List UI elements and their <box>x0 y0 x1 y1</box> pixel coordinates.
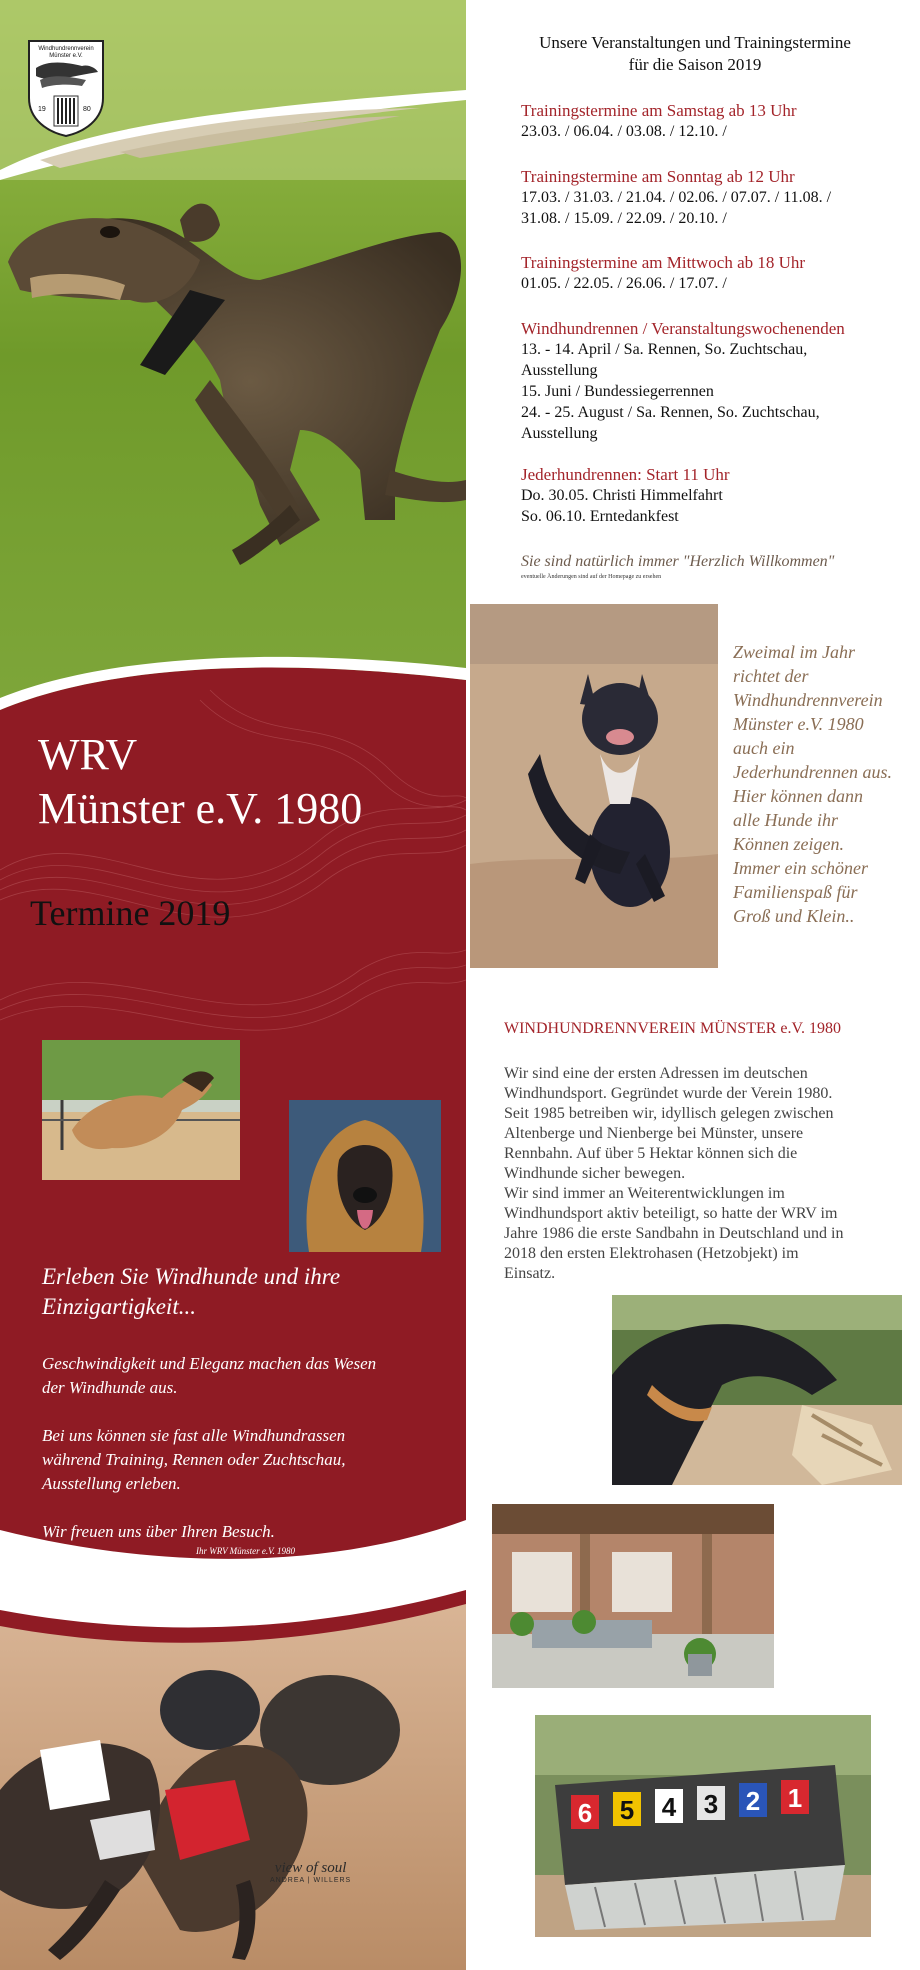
schedule-dates: 31.08. / 15.09. / 22.09. / 20.10. / <box>521 210 727 227</box>
logo-club-name: Windhundrennverein Münster e.V. <box>38 46 94 59</box>
promo-p2-line3: Ausstellung erleben. <box>42 1474 181 1493</box>
afghan-portrait-photo <box>289 1100 441 1252</box>
promo-signature: Ihr WRV Münster e.V. 1980 <box>196 1546 295 1556</box>
schedule-dates: Ausstellung <box>521 425 598 442</box>
schedule-heading: Trainingstermine am Mittwoch ab 18 Uhr <box>521 253 806 272</box>
jederhund-line: Groß und Klein.. <box>733 906 855 926</box>
promo-headline-line1: Erleben Sie Windhunde und ihre <box>42 1264 341 1289</box>
about-line: Windhundsport. Gegründet wurde der Verein 1980. <box>504 1085 833 1102</box>
promo-p2-line1: Bei uns können sie fast alle Windhundrassen <box>42 1426 346 1445</box>
jederhund-line: alle Hunde ihr <box>733 810 838 830</box>
photographer-watermark <box>270 1860 351 1884</box>
start-box-number: 4 <box>661 1792 677 1822</box>
schedule-saturday <box>521 100 797 142</box>
about-line: Windhundsport aktiv beteiligt, so hatte der WRV im <box>504 1205 838 1222</box>
french-bulldog-photo <box>470 604 718 968</box>
start-box-number: 3 <box>703 1789 719 1819</box>
schedule-heading: Trainingstermine am Samstag ab 13 Uhr <box>521 101 797 120</box>
schedule-dates: Ausstellung <box>521 362 598 379</box>
start-box-number: 1 <box>787 1783 803 1813</box>
about-line: 2018 den ersten Elektrohasen (Hetzobjekt) im <box>504 1245 799 1262</box>
logo-year-left: 19 <box>38 106 46 113</box>
jederhund-line: Münster e.V. 1980 <box>733 714 864 734</box>
about-line: Windhunde sicher bewegen. <box>504 1165 686 1182</box>
clubhouse-terrace-photo <box>492 1504 774 1688</box>
promo-headline <box>42 1262 340 1322</box>
change-note: eventuelle Änderungen sind auf der Homepage zu ersehen <box>521 574 662 580</box>
promo-paragraph-2 <box>42 1424 345 1496</box>
promo-paragraph-3: Wir freuen uns über Ihren Besuch. <box>42 1522 275 1541</box>
schedule-dates: So. 06.10. Erntedankfest <box>521 508 679 525</box>
schedule-heading: Trainingstermine am Sonntag ab 12 Uhr <box>521 167 795 186</box>
termine-title: Termine 2019 <box>30 893 231 933</box>
about-line: Seit 1985 betreiben wir, idyllisch gelegen zwischen <box>504 1105 834 1122</box>
schedule-dates: 01.05. / 22.05. / 26.06. / 17.07. / <box>521 275 727 292</box>
schedule-wednesday <box>521 252 805 294</box>
schedule-title-line1: Unsere Veranstaltungen und Trainingstermine <box>539 33 851 52</box>
about-line: Altenberge und Nienberge bei Münster, unsere <box>504 1125 804 1142</box>
jederhund-line: Können zeigen. <box>733 834 844 854</box>
schedule-races <box>521 318 845 444</box>
schedule-dates: 24. - 25. August / Sa. Rennen, So. Zuchtschau, <box>521 404 820 421</box>
start-box-number: 6 <box>577 1798 593 1828</box>
start-box-number: 5 <box>619 1795 635 1825</box>
club-title-line1: WRV <box>38 730 138 779</box>
jederhund-description <box>733 640 892 928</box>
afghan-running-photo <box>42 1040 240 1180</box>
promo-p1-line1: Geschwindigkeit und Eleganz machen das Wesen <box>42 1354 377 1373</box>
jederhund-line: Zweimal im Jahr <box>733 642 856 662</box>
schedule-title <box>470 32 920 76</box>
schedule-sunday <box>521 166 831 229</box>
about-text <box>504 1064 843 1284</box>
schedule-dates: Do. 30.05. Christi Himmelfahrt <box>521 487 723 504</box>
start-box-number: 2 <box>745 1786 761 1816</box>
welcome-text: Sie sind natürlich immer "Herzlich Willkommen" <box>521 553 835 570</box>
about-line: Jahre 1986 die erste Sandbahn in Deutschland und in <box>504 1225 844 1242</box>
schedule-dates: 15. Juni / Bundessiegerrennen <box>521 383 714 400</box>
jederhund-line: Hier können dann <box>733 786 863 806</box>
jederhund-line: auch ein <box>733 738 795 758</box>
jederhund-line: Immer ein schöner <box>733 858 868 878</box>
starting-box-graphic <box>535 1715 871 1937</box>
club-title-line2: Münster e.V. 1980 <box>38 784 363 833</box>
schedule-heading: Jederhundrennen: Start 11 Uhr <box>521 465 730 484</box>
top-swoosh-decoration <box>0 90 466 180</box>
schedule-heading: Windhundrennen / Veranstaltungswochenenden <box>521 319 845 338</box>
about-line: Wir sind immer an Weiterentwicklungen im <box>504 1185 785 1202</box>
about-line: Wir sind eine der ersten Adressen im deutschen <box>504 1065 808 1082</box>
watermark-line2: ANDREA | WILLERS <box>270 1877 352 1884</box>
racing-greyhounds-photo <box>0 1560 466 1970</box>
schedule-title-line2: für die Saison 2019 <box>628 55 762 74</box>
logo-year-right: 80 <box>83 106 91 113</box>
jederhund-line: Familienspaß für <box>733 882 858 902</box>
jederhund-line: Jederhundrennen aus. <box>733 762 892 782</box>
schedule-jederhund <box>521 464 730 527</box>
schedule-dates: 13. - 14. April / Sa. Rennen, So. Zuchtschau, <box>521 341 808 358</box>
schedule-dates: 17.03. / 31.03. / 21.04. / 02.06. / 07.07. / 11.08. / <box>521 189 832 206</box>
promo-headline-line2: Einzigartigkeit... <box>42 1294 196 1319</box>
greyhound-lure-photo <box>612 1295 902 1485</box>
about-line: Einsatz. <box>504 1265 556 1282</box>
about-heading: WINDHUNDRENNVEREIN MÜNSTER e.V. 1980 <box>504 1020 842 1037</box>
jederhund-line: Windhundrennverein <box>733 690 883 710</box>
club-title <box>38 728 362 836</box>
promo-paragraph-1 <box>42 1352 376 1400</box>
promo-p1-line2: der Windhunde aus. <box>42 1378 178 1397</box>
promo-p2-line2: während Training, Rennen oder Zuchtschau, <box>42 1450 346 1469</box>
jederhund-line: richtet der <box>733 666 809 686</box>
about-line: Rennbahn. Auf über 5 Hektar können sich die <box>504 1145 798 1162</box>
schedule-dates: 23.03. / 06.04. / 03.08. / 12.10. / <box>521 123 727 140</box>
watermark-line1: view of soul <box>274 1860 347 1876</box>
starting-box-photo <box>535 1715 871 1937</box>
